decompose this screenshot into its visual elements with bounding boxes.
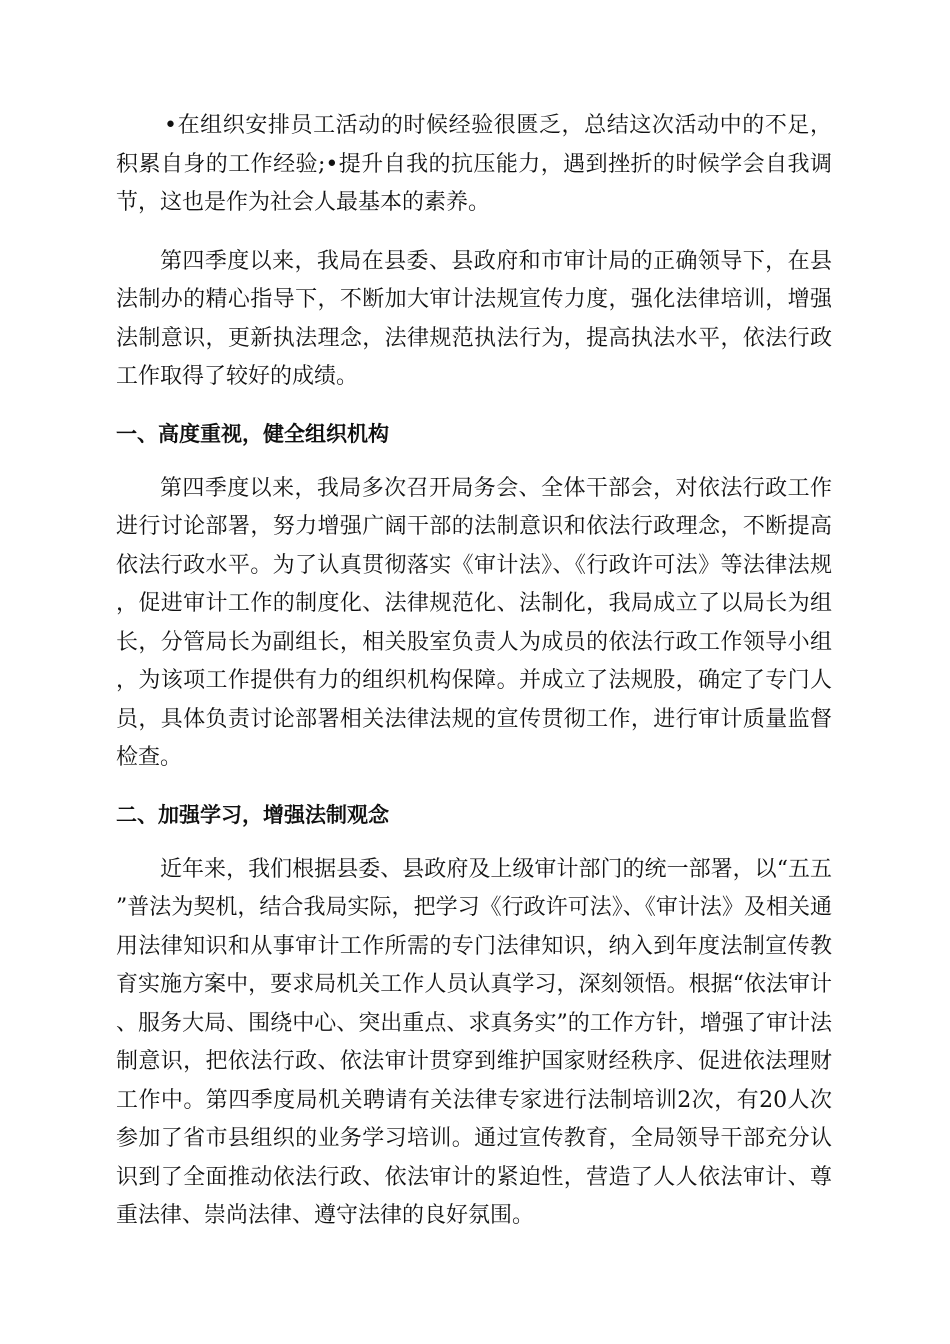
section-heading-1: 一、高度重视，健全组织机构 <box>116 421 389 446</box>
section-heading-2: 二、加强学习，增强法制观念 <box>116 802 389 827</box>
section-paragraph-1: 第四季度以来，我局多次召开局务会、全体干部会，对依法行政工作进行讨论部署，努力增强广阔干部的法制意识和依法行政理念，不断提高依法行政水平。为了认真贯彻落实《审计法》、《行政许可法》等法律法规，促进审计工作的制度化、法律规范化、法制化，我局成立了以局长为组长，分管局长为副组长，相关股室负责人为成员的依法行政工作领导小组，为该项工作提供有力的组织机构保障。并成立了法规股，确定了专门人员，具体负责讨论部署相关法律法规的宣传贯彻工作，进行审计质量监督检查。 <box>116 475 832 770</box>
document-page <box>116 107 832 1236</box>
intro-paragraph-1: •在组织安排员工活动的时候经验很匮乏，总结这次活动中的不足，积累自身的工作经验;•提升自我的抗压能力，遇到挫折的时候学会自我调节，这也是作为社会人最基本的素养。 <box>116 113 832 215</box>
section-paragraph-2: 近年来，我们根据县委、县政府及上级审计部门的统一部署，以“五五”普法为契机，结合我局实际，把学习《行政许可法》、《审计法》及相关通用法律知识和从事审计工作所需的专门法律知识，纳入到年度法制宣传教育实施方案中，要求局机关工作人员认真学习，深刻领悟。根据“依法审计、服务大局、围绕中心、突出重点、求真务实”的工作方针，增强了审计法制意识，把依法行政、依法审计贯穿到维护国家财经秩序、促进依法理财工作中。第四季度局机关聘请有关法律专家进行法制培训2次，有20人次参加了省市县组织的业务学习培训。通过宣传教育，全局领导干部充分认识到了全面推动依法行政、依法审计的紧迫性，营造了人人依法审计、尊重法律、崇尚法律、遵守法律的良好氛围。 <box>116 856 832 1228</box>
intro-paragraph-2: 第四季度以来，我局在县委、县政府和市审计局的正确领导下，在县法制办的精心指导下，不断加大审计法规宣传力度，强化法律培训，增强法制意识，更新执法理念，法律规范执法行为，提高执法水平，依法行政工作取得了较好的成绩。 <box>116 248 832 389</box>
